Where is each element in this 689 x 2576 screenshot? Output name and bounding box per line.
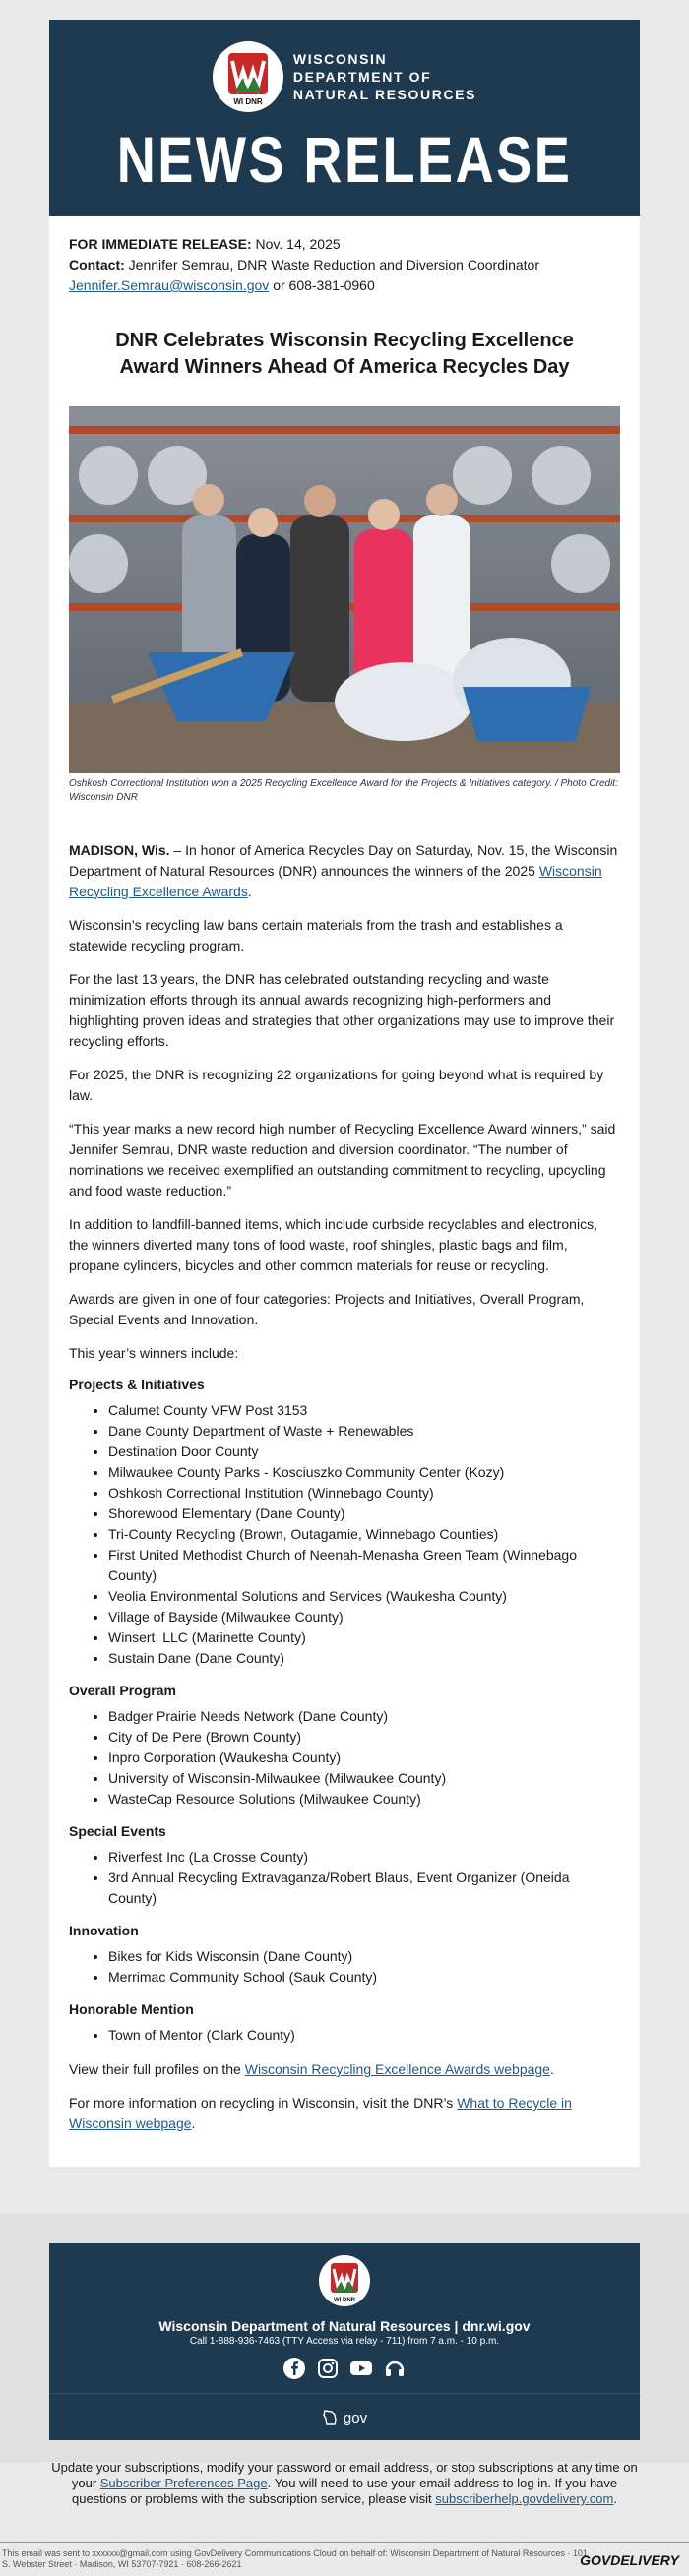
dateline: MADISON, Wis. (69, 842, 170, 858)
lead-end: . (247, 884, 252, 899)
list-item: • Village of Bayside (Milwaukee County) (108, 1607, 620, 1627)
list-item: • First United Methodist Church of Neenah-Menasha Green Team (Winnebago County) (108, 1545, 620, 1586)
winner-list (69, 2025, 620, 2046)
subscriber-help-link[interactable]: subscriberhelp.govdelivery.com (435, 2491, 614, 2506)
list-item: • Badger Prairie Needs Network (Dane County) (108, 1706, 620, 1727)
footer-logo-text: WI DNR (334, 2298, 355, 2303)
profiles-link[interactable]: Wisconsin Recycling Excellence Awards webpage (244, 2061, 550, 2077)
release-body (49, 216, 640, 2167)
paragraph-6: Awards are given in one of four categories: Projects and Initiatives, Overall Program, Special Events and Innovation. (69, 1291, 585, 1327)
subscription-notice (49, 2460, 640, 2507)
subscription-text-2: . You will need to use your email address to log in. If you have questions or problems with the subscription service, please visit (72, 2476, 618, 2506)
contact-email-link[interactable]: Jennifer.Semrau@wisconsin.gov (69, 277, 270, 293)
dnr-logo-row (49, 41, 640, 112)
sent-to-notice: This email was sent to xxxxxx@gmail.com using GovDelivery Communications Cloud on behalf of: Wisconsin Department of Natural Resources · 101 S. Webster Street · Madison, WI 53707-7921 · 608-266-2621 (2, 2548, 588, 2569)
awards-link[interactable]: Wisconsin Recycling Excellence Awards (69, 863, 602, 899)
org-line-2: DEPARTMENT OF (292, 69, 432, 85)
lead-text: – In honor of America Recycles Day on Saturday, Nov. 15, the Wisconsin Department of Natural Resources (DNR) announces the winners of the 2025 (69, 842, 618, 879)
release-date: Nov. 14, 2025 (255, 236, 341, 252)
subscriber-preferences-link[interactable]: Subscriber Preferences Page (99, 2476, 268, 2490)
winner-list (69, 1946, 620, 1988)
paragraph-2: For the last 13 years, the DNR has celebrated outstanding recycling and waste minimization efforts through its annual awards recognizing high-performers and highlighting proven ideas and strategies that other organizations may use to improve their recycling efforts. (69, 971, 615, 1049)
list-item: • Tri-County Recycling (Brown, Outagamie, Winnebago Counties) (108, 1524, 620, 1545)
contact-phone: or 608-381-0960 (273, 277, 375, 293)
category-heading: Special Events (69, 1823, 166, 1839)
list-item: • University of Wisconsin-Milwaukee (Milwaukee County) (108, 1768, 620, 1789)
youtube-icon[interactable] (349, 2357, 373, 2380)
list-item: • Bikes for Kids Wisconsin (Dane County) (108, 1946, 620, 1967)
list-item: • Riverfest Inc (La Crosse County) (108, 1847, 620, 1868)
closing-2 (69, 2093, 620, 2134)
winner-categories (69, 1377, 620, 2046)
release-label: FOR IMMEDIATE RELEASE: (69, 236, 252, 252)
dnr-logo-icon (213, 41, 283, 112)
paragraph-1: Wisconsin’s recycling law bans certain materials from the trash and establishes a statewide recycling program. (69, 917, 563, 953)
list-item: • Inpro Corporation (Waukesha County) (108, 1748, 620, 1768)
lead-paragraph (69, 840, 620, 902)
winner-list (69, 1847, 620, 1909)
list-item: • Sustain Dane (Dane County) (108, 1648, 620, 1669)
closing-2-end: . (191, 2116, 196, 2131)
category-heading: Innovation (69, 1923, 139, 1938)
org-name (293, 50, 476, 103)
category-heading: Projects & Initiatives (69, 1377, 205, 1392)
award-photo (69, 406, 620, 773)
instagram-icon[interactable] (316, 2357, 340, 2380)
closing-1 (69, 2059, 620, 2080)
subscription-text-3: . (613, 2491, 617, 2506)
list-item: • Shorewood Elementary (Dane County) (108, 1503, 620, 1524)
closing-2-text: For more information on recycling in Wisconsin, visit the DNR’s (69, 2095, 458, 2111)
closing-1-end: . (549, 2061, 554, 2077)
podcast-icon[interactable] (383, 2357, 407, 2380)
paragraph-7: This year’s winners include: (69, 1345, 239, 1361)
list-item: • Milwaukee County Parks - Kosciuszko Community Center (Kozy) (108, 1462, 620, 1483)
gov-badge (49, 2393, 640, 2441)
list-item: • Veolia Environmental Solutions and Services (Waukesha County) (108, 1586, 620, 1607)
news-release-header (49, 20, 640, 216)
social-links (49, 2357, 640, 2380)
photo-caption: Oshkosh Correctional Institution won a 2025 Recycling Excellence Award for the Projects & Initiatives category. / Photo Credit: Wisconsin DNR (69, 778, 618, 803)
category-heading: Honorable Mention (69, 2001, 194, 2017)
list-item: • Winsert, LLC (Marinette County) (108, 1627, 620, 1648)
footer-dnr-logo-icon (319, 2255, 370, 2306)
list-item: • Merrimac Community School (Sauk County) (108, 1967, 620, 1988)
release-meta (69, 234, 620, 296)
paragraph-4: “This year marks a new record high number of Recycling Excellence Award winners,” said Jennifer Semrau, DNR waste reduction and diversion coordinator. “The number of nominations we received exemplified an outstanding commitment to recycling, upcycling and food waste reduction.” (69, 1121, 616, 1198)
what-to-recycle-link[interactable]: What to Recycle in Wisconsin webpage (69, 2095, 572, 2131)
category-heading: Overall Program (69, 1683, 176, 1698)
subscription-text-1: Update your subscriptions, modify your password or email address, or stop subscriptions at any time on your (51, 2460, 638, 2490)
list-item: • 3rd Annual Recycling Extravaganza/Robert Blaus, Event Organizer (Oneida County) (108, 1868, 620, 1909)
closing-1-text: View their full profiles on the (69, 2061, 245, 2077)
bottom-bar (0, 2542, 689, 2576)
list-item: • WasteCap Resource Solutions (Milwaukee County) (108, 1789, 620, 1809)
govdelivery-logo[interactable]: GOVDELIVERY (580, 2552, 679, 2568)
footer (49, 2243, 640, 2440)
facebook-icon[interactable] (282, 2357, 306, 2380)
paragraph-5: In addition to landfill-banned items, which include curbside recyclables and electronics, the winners diverted many tons of food waste, roof shingles, plastic bags and film, propane cylinders, bicycles and other common materials for reuse or recycling. (69, 1216, 597, 1273)
footer-org: Wisconsin Department of Natural Resources | dnr.wi.gov (158, 2318, 531, 2334)
contact-label: Contact: (69, 257, 125, 273)
list-item: • Destination Door County (108, 1441, 620, 1462)
list-item: • City of De Pere (Brown County) (108, 1727, 620, 1748)
winner-list (69, 1706, 620, 1809)
headline: DNR Celebrates Wisconsin Recycling Excellence Award Winners Ahead Of America Recycles Day (115, 330, 574, 378)
paragraph-3: For 2025, the DNR is recognizing 22 organizations for going beyond what is required by law. (69, 1067, 604, 1103)
list-item: • Calumet County VFW Post 3153 (108, 1400, 620, 1421)
list-item: • Dane County Department of Waste + Renewables (108, 1421, 620, 1441)
email-container (49, 20, 640, 2167)
news-release-title: NEWS RELEASE (116, 123, 573, 196)
gov-badge-text: gov (343, 2409, 368, 2426)
list-item: • Town of Mentor (Clark County) (108, 2025, 620, 2046)
org-line-1: WISCONSIN (292, 51, 388, 67)
org-line-3: NATURAL RESOURCES (292, 87, 477, 102)
contact-name: Jennifer Semrau, DNR Waste Reduction and Diversion Coordinator (128, 257, 540, 273)
footer-phone: Call 1-888-936-7463 (TTY Access via relay - 711) from 7 a.m. - 10 p.m. (189, 2336, 500, 2347)
winner-list (69, 1400, 620, 1669)
list-item: • Oshkosh Correctional Institution (Winnebago County) (108, 1483, 620, 1503)
logo-text: WI DNR (233, 97, 263, 106)
wisconsin-state-icon (322, 2409, 340, 2426)
